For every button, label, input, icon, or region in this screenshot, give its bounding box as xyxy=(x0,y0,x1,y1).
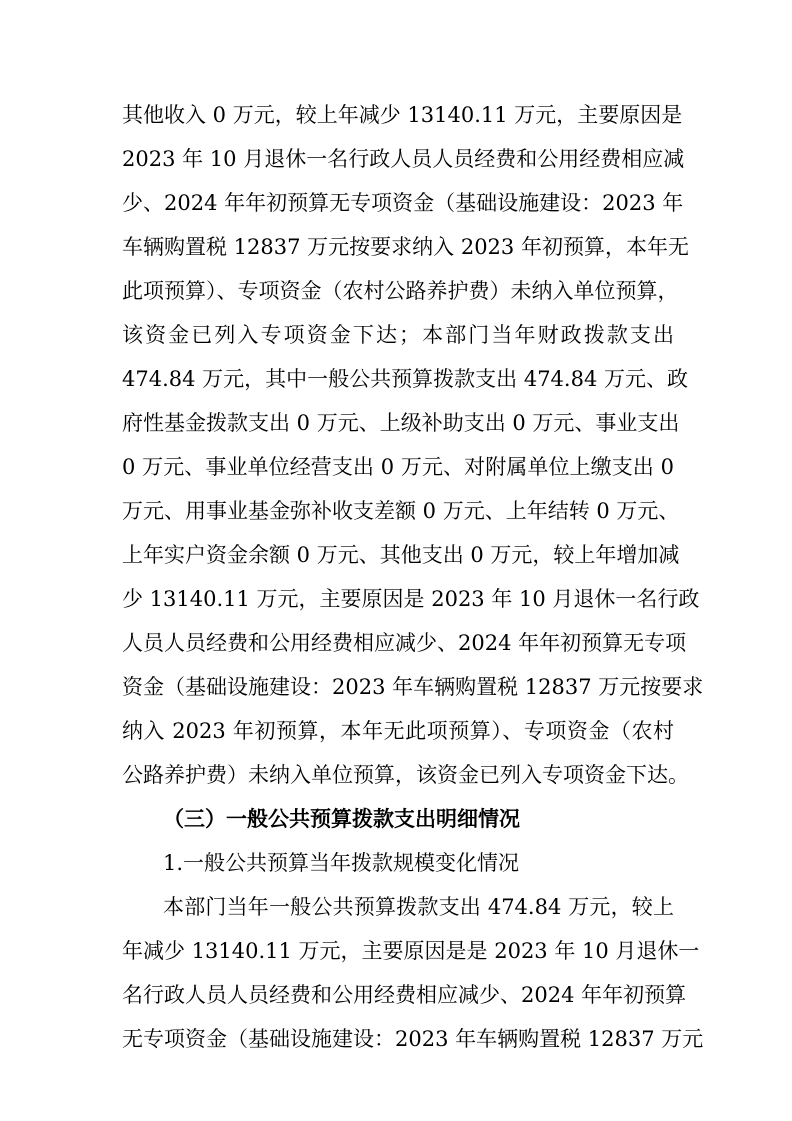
body-line: 少 13140.11 万元，主要原因是 2023 年 10 月退休一名行政 xyxy=(122,587,700,611)
body-line: 年减少 13140.11 万元，主要原因是是 2023 年 10 月退休一 xyxy=(122,939,700,963)
body-line: 资金（基础设施建设：2023 年车辆购置税 12837 万元按要求 xyxy=(122,675,704,699)
body-line: 其他收入 0 万元，较上年减少 13140.11 万元，主要原因是 xyxy=(122,103,683,127)
body-line: 府性基金拨款支出 0 万元、上级补助支出 0 万元、事业支出 xyxy=(122,411,680,435)
body-line: 公路养护费）未纳入单位预算，该资金已列入专项资金下达。 xyxy=(122,763,689,787)
body-line: 纳入 2023 年初预算，本年无此项预算）、专项资金（农村 xyxy=(122,719,674,743)
body-line: 少、2024 年年初预算无专项资金（基础设施建设：2023 年 xyxy=(122,191,684,215)
body-line: 上年实户资金余额 0 万元、其他支出 0 万元，较上年增加减 xyxy=(122,543,680,567)
section-heading: （三）一般公共预算拨款支出明细情况 xyxy=(163,806,520,831)
subsection-heading: 1.一般公共预算当年拨款规模变化情况 xyxy=(163,851,520,875)
body-line: 本部门当年一般公共预算拨款支出 474.84 万元，较上 xyxy=(163,895,674,919)
body-line: 无专项资金（基础设施建设：2023 年车辆购置税 12837 万元 xyxy=(122,1027,704,1051)
body-line: 该资金已列入专项资金下达；本部门当年财政拨款支出 xyxy=(122,323,674,347)
body-line: 人员人员经费和公用经费相应减少、2024 年年初预算无专项 xyxy=(122,631,687,655)
body-line: 474.84 万元，其中一般公共预算拨款支出 474.84 万元、政 xyxy=(122,367,688,391)
body-line: 车辆购置税 12837 万元按要求纳入 2023 年初预算，本年无 xyxy=(122,235,689,259)
body-line: 0 万元、事业单位经营支出 0 万元、对附属单位上缴支出 0 xyxy=(122,455,674,479)
body-line: 2023 年 10 月退休一名行政人员人员经费和公用经费相应减 xyxy=(122,147,685,171)
body-line: 万元、用事业基金弥补收支差额 0 万元、上年结转 0 万元、 xyxy=(122,499,680,523)
body-line: 名行政人员人员经费和公用经费相应减少、2024 年年初预算 xyxy=(122,983,687,1007)
body-line: 此项预算）、专项资金（农村公路养护费）未纳入单位预算， xyxy=(122,279,679,303)
